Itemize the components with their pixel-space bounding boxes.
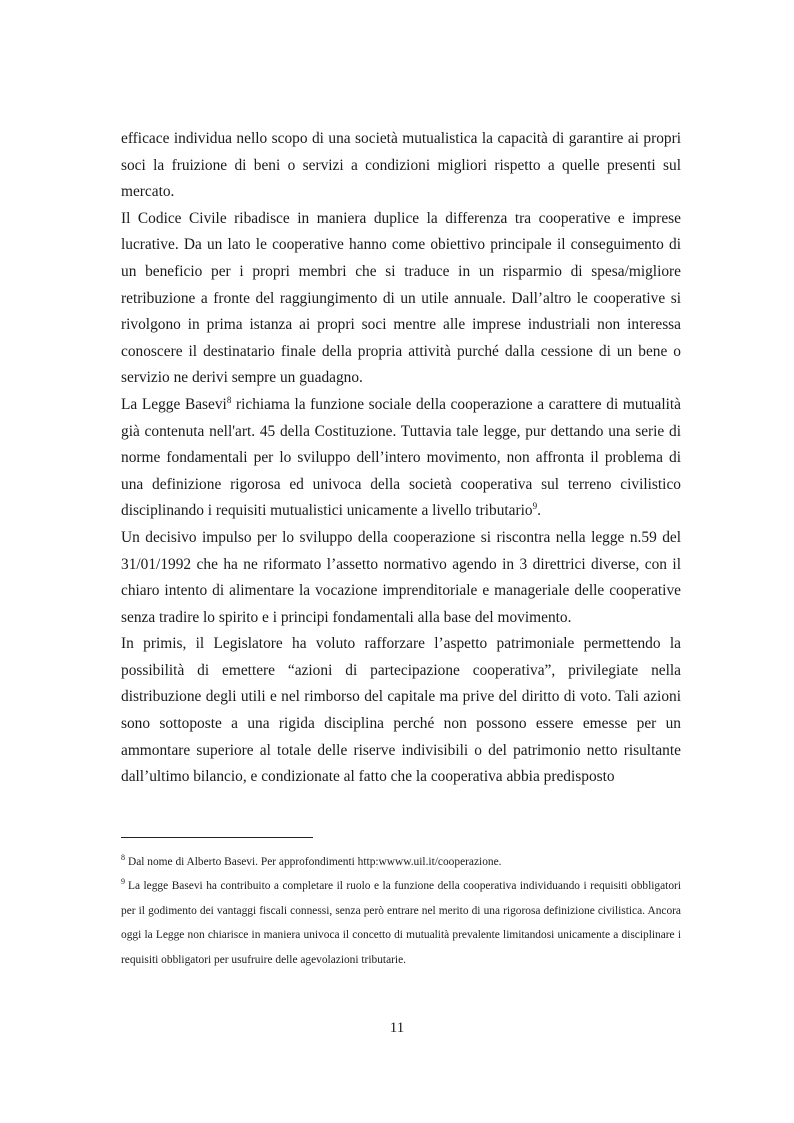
paragraph-5: In primis, il Legislatore ha voluto rafforzare l’aspetto patrimoniale permettendo la possibilità di emettere “azioni di partecipazione cooperativa”, privilegiate nella distribuzione degli utili e nel rimborso del capitale ma prive del diritto di voto. Tali azioni sono sottoposte a una rigida disciplina perché non possono essere emesse per un ammontare superiore al totale delle riserve indivisibili o del patrimonio netto risultante dall’ultimo bilancio, e condizionate al fatto che la cooperativa abbia predisposto	[121, 635, 681, 786]
paragraph-1: efficace individua nello scopo di una società mutualistica la capacità di garantire ai propri soci la fruizione di beni o servizi a condizioni migliori rispetto a quelle presenti sul mercato.	[121, 130, 681, 201]
footnote-text-8: Dal nome di Alberto Basevi. Per approfondimenti http:wwww.uil.it/cooperazione.	[128, 856, 502, 868]
footnote-separator	[121, 837, 313, 838]
footnotes	[121, 850, 681, 972]
footnote-ref-8: 8	[226, 394, 232, 405]
paragraph-3	[121, 392, 681, 525]
footnote-number-8: 8	[121, 853, 125, 862]
paragraph-2: Il Codice Civile ribadisce in maniera duplice la differenza tra cooperative e imprese lucrative. Da un lato le cooperative hanno come obiettivo principale il conseguimento di un beneficio per i propri membri che si traduce in un risparmio di spesa/migliore retribuzione a fronte del raggiungimento di un utile annuale. Dall’altro le cooperative si rivolgono in prima istanza ai propri soci mentre alle imprese industriali non interessa conoscere il destinatario finale della propria attività purché dalla cessione di un bene o servizio ne derivi sempre un guadagno.	[121, 209, 681, 387]
footnote-text-9: La legge Basevi ha contribuito a completare il ruolo e la funzione della cooperativa individuando i requisiti obbligatori per il godimento dei vantaggi fiscali connessi, senza però entrare nel merito di una rigorosa definizione civilistica. Ancora oggi la Legge non chiarisce in maniera univoca il concetto di mutualità prevalente limitandosi unicamente a disciplinare i requisiti obbligatori per usufruire delle agevolazioni tributarie.	[121, 880, 681, 966]
paragraph-3-middle: richiama la funzione sociale della cooperazione a carattere di mutualità già contenuta nell'art. 45 della Costituzione. Tuttavia tale legge, pur dettando una serie di norme fondamentali per lo sviluppo dell’intero movimento, non affronta il problema di una definizione rigorosa ed univoca della società cooperativa sul terreno civilistico disciplinando i requisiti mutualistici unicamente a livello tributario	[121, 395, 681, 520]
footnote-number-9: 9	[121, 877, 125, 887]
main-text	[121, 126, 681, 791]
page-number: 11	[389, 1020, 405, 1036]
footnote-9	[121, 874, 681, 972]
footnote-ref-9: 9	[532, 501, 538, 512]
paragraph-3-start: La Legge Basevi	[121, 395, 227, 413]
paragraph-3-end: .	[537, 502, 541, 520]
paragraph-4: Un decisivo impulso per lo sviluppo della cooperazione si riscontra nella legge n.59 del 31/01/1992 che ha ne riformato l’assetto normativo agendo in 3 direttrici diverse, con il chiaro intento di alimentare la vocazione imprenditoriale e manageriale delle cooperative senza tradire lo spirito e i principi fondamentali alla base del movimento.	[121, 528, 681, 626]
footnote-8	[121, 850, 681, 874]
